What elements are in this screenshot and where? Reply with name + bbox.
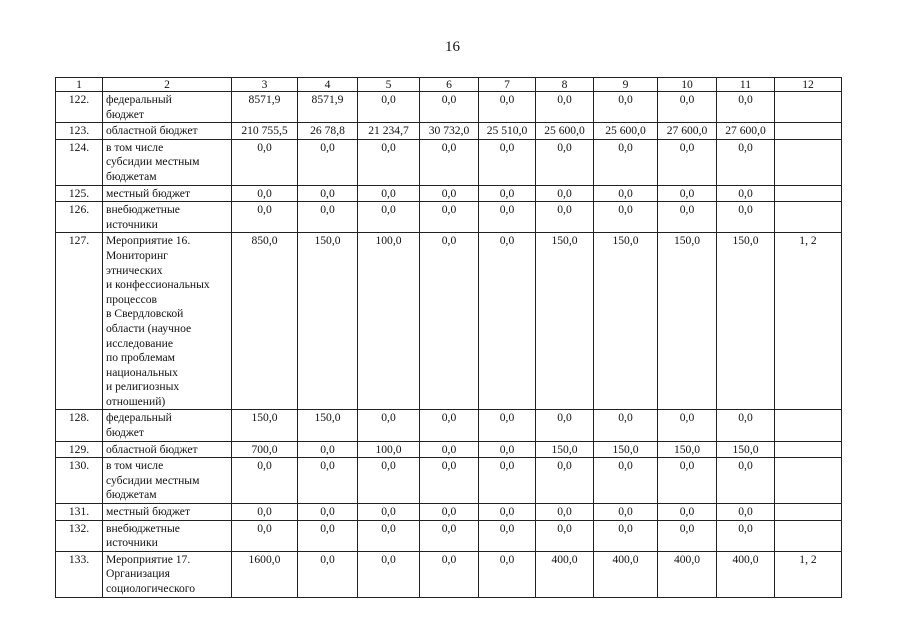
value-cell: 400,0	[536, 551, 594, 597]
value-cell: 25 510,0	[479, 123, 536, 140]
row-note-cell	[775, 458, 842, 504]
value-cell: 0,0	[717, 202, 775, 233]
table-row	[56, 92, 842, 123]
column-header: 5	[358, 78, 420, 92]
row-note-cell	[775, 504, 842, 521]
value-cell: 0,0	[658, 202, 717, 233]
value-cell: 150,0	[658, 441, 717, 458]
value-cell: 0,0	[536, 185, 594, 202]
value-cell: 0,0	[536, 92, 594, 123]
column-header: 2	[103, 78, 232, 92]
row-number-cell: 130.	[56, 458, 103, 504]
value-cell: 0,0	[358, 504, 420, 521]
table-row	[56, 202, 842, 233]
value-cell: 25 600,0	[536, 123, 594, 140]
column-header: 4	[298, 78, 358, 92]
value-cell: 0,0	[298, 520, 358, 551]
value-cell: 0,0	[420, 441, 479, 458]
row-note-cell	[775, 139, 842, 185]
value-cell: 26 78,8	[298, 123, 358, 140]
value-cell: 0,0	[420, 185, 479, 202]
value-cell: 100,0	[358, 233, 420, 410]
column-header: 12	[775, 78, 842, 92]
value-cell: 0,0	[298, 185, 358, 202]
value-cell: 0,0	[479, 458, 536, 504]
table-row	[56, 185, 842, 202]
value-cell: 21 234,7	[358, 123, 420, 140]
value-cell: 8571,9	[232, 92, 298, 123]
value-cell: 0,0	[594, 504, 658, 521]
value-cell: 0,0	[298, 202, 358, 233]
value-cell: 0,0	[717, 185, 775, 202]
value-cell: 0,0	[536, 520, 594, 551]
row-note-cell	[775, 202, 842, 233]
value-cell: 25 600,0	[594, 123, 658, 140]
value-cell: 0,0	[717, 458, 775, 504]
value-cell: 150,0	[594, 233, 658, 410]
value-cell: 0,0	[479, 202, 536, 233]
value-cell: 850,0	[232, 233, 298, 410]
value-cell: 0,0	[420, 520, 479, 551]
value-cell: 0,0	[232, 185, 298, 202]
value-cell: 8571,9	[298, 92, 358, 123]
value-cell: 0,0	[658, 185, 717, 202]
value-cell: 0,0	[232, 520, 298, 551]
value-cell: 0,0	[479, 139, 536, 185]
value-cell: 0,0	[358, 202, 420, 233]
value-cell: 0,0	[358, 551, 420, 597]
value-cell: 0,0	[420, 233, 479, 410]
value-cell: 0,0	[420, 551, 479, 597]
value-cell: 0,0	[420, 458, 479, 504]
value-cell: 0,0	[717, 92, 775, 123]
row-number-cell: 123.	[56, 123, 103, 140]
value-cell: 0,0	[717, 504, 775, 521]
value-cell: 150,0	[594, 441, 658, 458]
row-name-cell: местный бюджет	[103, 185, 232, 202]
value-cell: 0,0	[717, 410, 775, 441]
value-cell: 400,0	[717, 551, 775, 597]
value-cell: 0,0	[594, 202, 658, 233]
value-cell: 0,0	[717, 139, 775, 185]
value-cell: 0,0	[420, 202, 479, 233]
row-name-cell: внебюджетные источники	[103, 202, 232, 233]
value-cell: 0,0	[594, 185, 658, 202]
value-cell: 0,0	[298, 504, 358, 521]
value-cell: 150,0	[717, 233, 775, 410]
value-cell: 0,0	[479, 410, 536, 441]
row-note-cell	[775, 185, 842, 202]
value-cell: 400,0	[594, 551, 658, 597]
value-cell: 150,0	[658, 233, 717, 410]
value-cell: 0,0	[536, 410, 594, 441]
table-row	[56, 233, 842, 410]
value-cell: 0,0	[232, 504, 298, 521]
row-name-cell: местный бюджет	[103, 504, 232, 521]
column-header: 11	[717, 78, 775, 92]
row-note-cell: 1, 2	[775, 551, 842, 597]
value-cell: 0,0	[479, 441, 536, 458]
value-cell: 27 600,0	[658, 123, 717, 140]
row-name-cell: в том числе субсидии местным бюджетам	[103, 458, 232, 504]
value-cell: 150,0	[536, 233, 594, 410]
column-header: 7	[479, 78, 536, 92]
row-name-cell: федеральный бюджет	[103, 410, 232, 441]
value-cell: 0,0	[358, 410, 420, 441]
value-cell: 0,0	[232, 202, 298, 233]
value-cell: 0,0	[658, 458, 717, 504]
table-row	[56, 139, 842, 185]
row-note-cell	[775, 520, 842, 551]
value-cell: 0,0	[358, 139, 420, 185]
value-cell: 0,0	[420, 504, 479, 521]
value-cell: 150,0	[298, 410, 358, 441]
value-cell: 0,0	[594, 520, 658, 551]
column-header: 9	[594, 78, 658, 92]
value-cell: 30 732,0	[420, 123, 479, 140]
table-row	[56, 551, 842, 597]
column-header: 6	[420, 78, 479, 92]
value-cell: 0,0	[717, 520, 775, 551]
value-cell: 0,0	[658, 520, 717, 551]
value-cell: 0,0	[420, 139, 479, 185]
value-cell: 0,0	[298, 458, 358, 504]
column-header: 8	[536, 78, 594, 92]
column-header: 10	[658, 78, 717, 92]
row-name-cell: областной бюджет	[103, 441, 232, 458]
value-cell: 400,0	[658, 551, 717, 597]
column-header: 3	[232, 78, 298, 92]
value-cell: 0,0	[479, 185, 536, 202]
row-note-cell: 1, 2	[775, 233, 842, 410]
value-cell: 0,0	[479, 551, 536, 597]
value-cell: 0,0	[536, 458, 594, 504]
table-row	[56, 410, 842, 441]
table-row	[56, 520, 842, 551]
table-row	[56, 123, 842, 140]
value-cell: 0,0	[358, 185, 420, 202]
value-cell: 150,0	[717, 441, 775, 458]
value-cell: 0,0	[594, 139, 658, 185]
table-row	[56, 504, 842, 521]
value-cell: 0,0	[479, 504, 536, 521]
row-name-cell: федеральный бюджет	[103, 92, 232, 123]
row-note-cell	[775, 123, 842, 140]
row-number-cell: 126.	[56, 202, 103, 233]
value-cell: 0,0	[658, 504, 717, 521]
value-cell: 150,0	[536, 441, 594, 458]
value-cell: 27 600,0	[717, 123, 775, 140]
page-number: 16	[445, 39, 460, 55]
row-name-cell: Мероприятие 17. Организация социологического	[103, 551, 232, 597]
value-cell: 0,0	[658, 92, 717, 123]
value-cell: 150,0	[298, 233, 358, 410]
value-cell: 0,0	[594, 410, 658, 441]
value-cell: 0,0	[420, 410, 479, 441]
row-number-cell: 124.	[56, 139, 103, 185]
value-cell: 0,0	[298, 139, 358, 185]
table-row	[56, 458, 842, 504]
value-cell: 0,0	[358, 92, 420, 123]
value-cell: 0,0	[232, 139, 298, 185]
value-cell: 0,0	[536, 504, 594, 521]
value-cell: 0,0	[658, 410, 717, 441]
value-cell: 0,0	[232, 458, 298, 504]
column-header: 1	[56, 78, 103, 92]
row-number-cell: 122.	[56, 92, 103, 123]
table-body	[56, 92, 842, 598]
row-note-cell	[775, 410, 842, 441]
row-note-cell	[775, 92, 842, 123]
value-cell: 0,0	[420, 92, 479, 123]
table-row	[56, 441, 842, 458]
table-header-row	[56, 78, 842, 92]
value-cell: 0,0	[594, 458, 658, 504]
row-name-cell: Мероприятие 16. Мониторинг этнических и конфессиональных процессов в Свердловской области (научное исследование по проблемам национальных и религиозных отношений)	[103, 233, 232, 410]
value-cell: 0,0	[536, 202, 594, 233]
value-cell: 0,0	[298, 551, 358, 597]
row-name-cell: в том числе субсидии местным бюджетам	[103, 139, 232, 185]
row-number-cell: 127.	[56, 233, 103, 410]
row-number-cell: 128.	[56, 410, 103, 441]
value-cell: 0,0	[658, 139, 717, 185]
value-cell: 0,0	[594, 92, 658, 123]
row-number-cell: 125.	[56, 185, 103, 202]
value-cell: 0,0	[536, 139, 594, 185]
budget-table	[55, 77, 842, 598]
value-cell: 0,0	[358, 520, 420, 551]
row-number-cell: 132.	[56, 520, 103, 551]
row-note-cell	[775, 441, 842, 458]
value-cell: 0,0	[479, 233, 536, 410]
value-cell: 0,0	[479, 92, 536, 123]
value-cell: 0,0	[479, 520, 536, 551]
row-name-cell: областной бюджет	[103, 123, 232, 140]
value-cell: 210 755,5	[232, 123, 298, 140]
row-number-cell: 131.	[56, 504, 103, 521]
value-cell: 100,0	[358, 441, 420, 458]
value-cell: 1600,0	[232, 551, 298, 597]
row-number-cell: 133.	[56, 551, 103, 597]
value-cell: 150,0	[232, 410, 298, 441]
value-cell: 0,0	[358, 458, 420, 504]
row-number-cell: 129.	[56, 441, 103, 458]
value-cell: 0,0	[298, 441, 358, 458]
value-cell: 700,0	[232, 441, 298, 458]
row-name-cell: внебюджетные источники	[103, 520, 232, 551]
